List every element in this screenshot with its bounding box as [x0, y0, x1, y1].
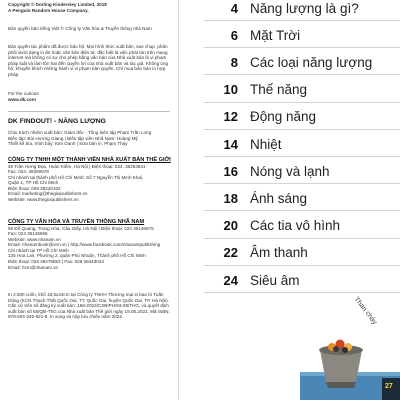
- nhanam-hcm: Chi nhánh tại TP Hồ Chí Minh: [8, 247, 69, 253]
- publisher-block: [8, 157, 174, 203]
- toc-page-number: 10: [223, 82, 238, 98]
- nhanam-hcm-phone: Điện thoại: 028 38479853 | Fax: 028 38443034: [8, 259, 104, 265]
- rights-text: Bản quyền tác phẩm đã được bảo hộ. Mọi hình thức xuất bản, sao chụp, phân phối dưới dạng in ấn hoặc văn bản điện tử, đặc biệt là việc phát tán trên mạng internet mà không có sự cho phép bằng văn bản của Nhà xuất bản là vi phạm pháp luật và làm tổn hại đến quyền lợi của nhà xuất bản và tác giả. Không ủng hộ, khuyến khích những hành vi vi phạm bản quyền. Chỉ mua bán bản in hợp pháp.: [8, 44, 169, 77]
- toc-title: Động năng: [250, 109, 317, 125]
- toc-separator: [204, 292, 400, 293]
- toc-title: Âm thanh: [250, 245, 308, 261]
- toc-item[interactable]: [200, 215, 400, 237]
- toc-page-number: 20: [223, 218, 238, 234]
- editors-line: Biên tập: Bùi Hương Giang | Biên tập viên Nhã Nam: Hoàng Mỹ: [8, 135, 138, 141]
- toc-title: Siêu âm: [250, 272, 300, 288]
- publisher-addr: 46 Trần Hưng Đạo, Hoàn Kiếm, Hà Nội | Điện thoại: 024. 38253841: [8, 163, 146, 169]
- toc-page-number: 18: [223, 190, 238, 206]
- copyright-line-1: Copyright © Dorling Kindersley Limited, 2018: [8, 2, 107, 7]
- stove-base: [326, 382, 356, 388]
- print-info: In 2.500 cuốn, khổ 18,5x24cm tại Công ty TNHH Thương mại in bao bì Tuấn Dũng (KCN Thạch Thất Quốc Oai, TT. Quốc Oai, huyện Quốc Oai, TP. Hà Nội). Căn cứ trên số đăng ký xuất bản: 156-2022/CXBIPH/93-08/THG, và quyết định xuất bản số 55/QĐ-ThG của Nhà xuất bản Thế giới ngày 19.05.2022. Mã ISBN: 978-604-345-621-9. In xong và nộp lưu chiểu năm 2022.: [8, 292, 170, 320]
- toc-title: Nóng và lạnh: [250, 163, 330, 179]
- toc-title: Các loại năng lượng: [250, 54, 373, 70]
- toc-item[interactable]: [200, 79, 400, 101]
- toc-title: Các tia vô hình: [250, 218, 341, 234]
- nhanam-name: CÔNG TY VĂN HÓA VÀ TRUYỀN THÔNG NHÃ NAM: [8, 219, 145, 225]
- toc-page-number: 22: [223, 245, 238, 261]
- toc-item[interactable]: [200, 187, 400, 209]
- dk-title: DK FINDOUT! - NĂNG LƯỢNG: [8, 118, 106, 125]
- toc-title: Thế năng: [250, 82, 308, 98]
- curious-label: For the curious: [8, 91, 39, 96]
- toc-title: Nhiệt: [250, 136, 282, 152]
- toc-separator: [204, 47, 400, 48]
- nhanam-fax: Fax: 024 35146965: [8, 231, 48, 237]
- toc-page-number: 14: [223, 136, 238, 152]
- publisher-web: Website: www.thegioipublishers.vn: [8, 197, 79, 203]
- toc-separator: [204, 210, 400, 211]
- toc-page-number: 8: [230, 54, 238, 70]
- nhanam-hcm-addr: 135 Hoa Lan, Phường 2, quận Phú Nhuận, Thành phố Hồ Chí Minh: [8, 253, 146, 259]
- publisher-email: Email: marketing@thegioipublishers.vn: [8, 191, 88, 197]
- corner-number: 27: [385, 383, 393, 390]
- toc-title: Mặt Trời: [250, 27, 301, 43]
- toc-page-number: 6: [230, 27, 238, 43]
- nhanam-hcm-email: Email: hcm@nhanam.vn: [8, 264, 59, 270]
- credits-line: Chịu trách nhiệm xuất bản: Giám đốc - Tổng biên tập Phạm Trần Long: [8, 130, 152, 135]
- design-line: Thiết kế bìa, trình bày: Kim Oanh | Sửa bản in: Phạm Thúy: [8, 141, 128, 147]
- toc-item[interactable]: [200, 106, 400, 128]
- nhanam-web: Website: www.nhanam.vn: [8, 236, 61, 242]
- toc-item[interactable]: [200, 133, 400, 155]
- toc-item[interactable]: [200, 0, 400, 19]
- toc-item[interactable]: [200, 160, 400, 182]
- toc-item[interactable]: [200, 242, 400, 264]
- toc-separator: [204, 129, 400, 130]
- vn-rights: Bản quyền bản tiếng Việt © Công ty Văn hóa & Truyền thông nhà Nam: [8, 26, 152, 31]
- divider-line: [8, 111, 170, 112]
- publisher-branch: Chi nhánh tại thành phố Hồ Chí Minh: Số 7 Nguyễn Thị Minh Khai,: [8, 174, 144, 180]
- publisher-phone: Điện thoại: 028 38220102: [8, 185, 61, 191]
- publisher-fax: Fax: 024. 38369578: [8, 169, 49, 175]
- toc-separator: [204, 74, 400, 75]
- toc-separator: [204, 20, 400, 21]
- publisher-name: CÔNG TY TNHH MỘT THÀNH VIÊN NHÀ XUẤT BẢN THẾ GIỚI: [8, 157, 171, 163]
- coal-piece-2: [342, 347, 348, 353]
- website-link[interactable]: www.dk.com: [8, 97, 36, 102]
- copyright-block: [8, 2, 174, 13]
- toc-item[interactable]: [200, 24, 400, 46]
- toc-page-number: 16: [223, 163, 238, 179]
- coal-piece-1: [333, 346, 339, 352]
- toc-title: Ánh sáng: [250, 190, 308, 206]
- toc-separator: [204, 238, 400, 239]
- illustration-label: Than cháy: [352, 296, 379, 327]
- burning-coal-illustration: [300, 320, 400, 400]
- imprint-page: [0, 0, 178, 400]
- publisher-branch-2: Quận 1, TP Hồ Chí Minh: [8, 180, 59, 186]
- toc-item[interactable]: [200, 269, 400, 291]
- nhanam-email: Email: nhanambook@vnn.vn | http://www.facebook.com/nhanampublishing: [8, 242, 161, 248]
- copyright-line-2: A Penguin Random House Company.: [8, 7, 89, 13]
- toc-title: Năng lượng là gì?: [250, 0, 359, 16]
- toc-item[interactable]: [200, 51, 400, 73]
- toc-separator: [204, 102, 400, 103]
- toc-page-number: 12: [223, 109, 238, 125]
- toc-separator: [204, 265, 400, 266]
- toc-page-number: 24: [223, 272, 238, 288]
- nhanam-addr: 59 Đỗ Quang, Trung Hòa, Cầu Giấy, Hà Nội | Điện thoại: 024 35146875: [8, 225, 154, 231]
- nhanam-block: [8, 219, 174, 270]
- toc-separator: [204, 183, 400, 184]
- credits-block: [8, 130, 174, 147]
- toc-page-number: 4: [230, 0, 238, 16]
- toc-separator: [204, 156, 400, 157]
